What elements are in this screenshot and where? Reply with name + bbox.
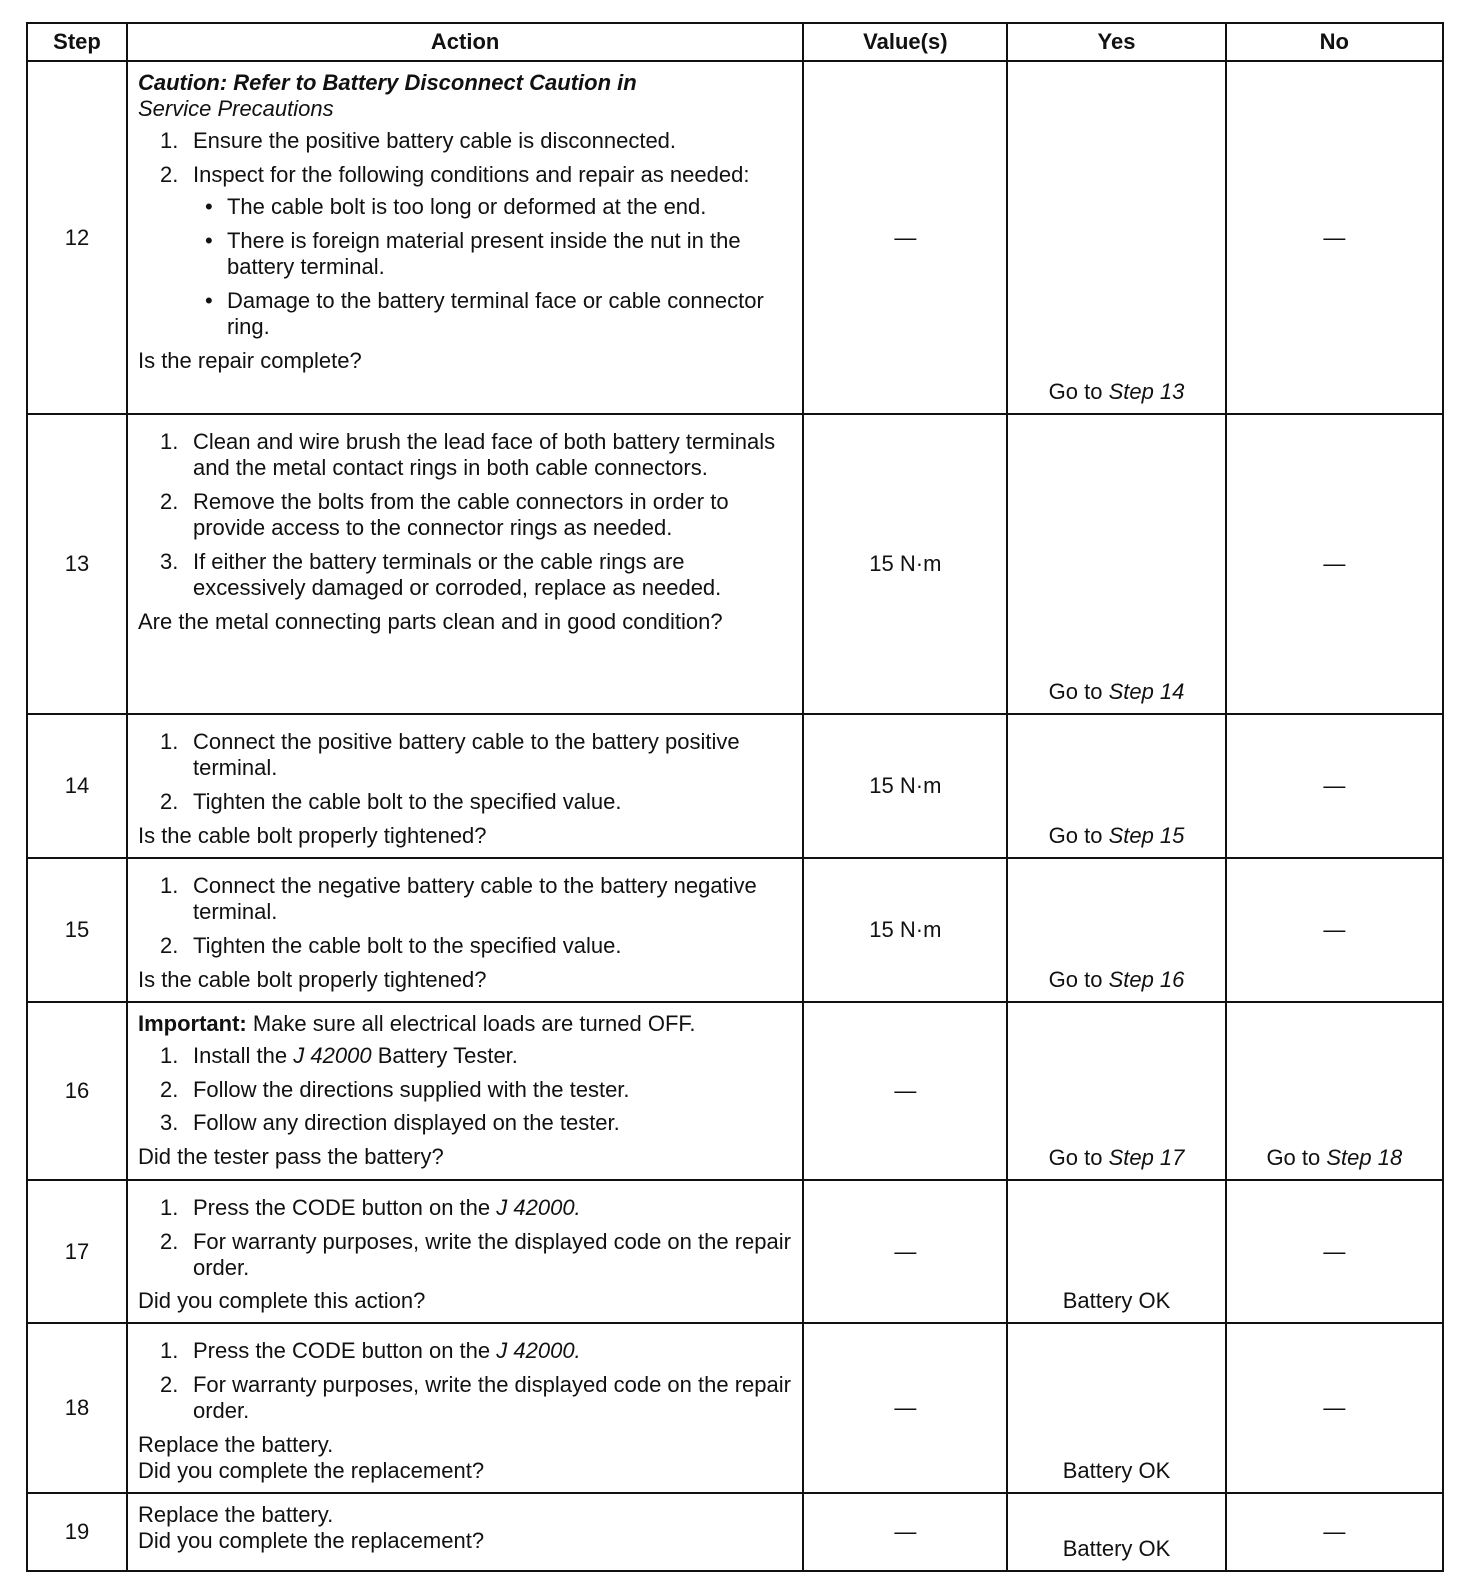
question-text: Are the metal connecting parts clean and in good condition? [137,608,723,634]
action-cell [127,714,803,858]
list-item: 2. Inspect for the following conditions and repair as needed: • The cable bolt is too long or deformed at the end. • There is foreign material present inside the nut in the battery terminal. • Damage to the battery terminal face or cable connector ring. [138,162,792,340]
no-cell: — [1226,714,1443,858]
list-item: 3. If either the battery terminals or the cable rings are excessively damaged or corroded, replace as needed. [159,548,722,600]
yes-cell: Go to Step 17 [1007,1002,1225,1180]
list-item: 2. Tighten the cable bolt to the specified value. [159,932,622,958]
yes-step-link[interactable]: Step 16 [1108,966,1185,992]
caution-link[interactable]: Service Precautions [137,95,334,121]
table-row [27,858,1443,1002]
value-cell: — [803,1323,1007,1493]
value-cell: — [803,1180,1007,1324]
no-cell: — [1226,414,1443,714]
question-text: Did you complete the replacement? [137,1528,485,1554]
tool-name: J 42000 [293,1042,372,1068]
yes-cell: Go to Step 14 [1007,414,1225,714]
question-text: Is the repair complete? [137,347,362,373]
list-item: 2. Remove the bolts from the cable connectors in order to provide access to the connector rings as needed. [159,488,729,540]
list-item: 2. For warranty purposes, write the displayed code on the repair order. [159,1372,791,1424]
header-step: Step [27,23,127,61]
step-number: 15 [27,858,127,1002]
caution-text: Caution: Refer to Battery Disconnect Caution in [137,70,637,95]
diagnostic-table [26,22,1444,1572]
no-cell: — [1226,61,1443,414]
header-row [27,23,1443,61]
list-item: 1. Press the CODE button on the J 42000. [159,1194,581,1220]
action-cell [127,858,803,1002]
no-cell: — [1226,1180,1443,1324]
step-number: 16 [27,1002,127,1180]
table-row [27,61,1443,414]
header-yes: Yes [1007,23,1225,61]
yes-cell: Go to Step 16 [1007,858,1225,1002]
header-values: Value(s) [803,23,1007,61]
question-text: Did you complete this action? [137,1288,426,1314]
step-number: 18 [27,1323,127,1493]
list-item: 1. Connect the negative battery cable to the battery negative terminal. [159,872,757,924]
instruction-text: Replace the battery. [137,1432,334,1458]
yes-step-link[interactable]: Step 17 [1108,1144,1185,1170]
list-item: 1. Install the J 42000 Battery Tester. [159,1042,518,1068]
bullet-item: • The cable bolt is too long or deformed at the end. [193,194,792,220]
important-note: Important: Make sure all electrical loads are turned OFF. [137,1010,696,1036]
action-cell [127,414,803,714]
step-number: 19 [27,1493,127,1571]
list-item: 2. Follow the directions supplied with the tester. [159,1076,630,1102]
list-item: 1. Clean and wire brush the lead face of both battery terminals and the metal contact rings in both cable connectors. [159,429,776,480]
no-cell: — [1226,1323,1443,1493]
action-cell [127,1180,803,1324]
action-cell [127,61,803,414]
bullet-item: • Damage to the battery terminal face or cable connector ring. [193,288,792,340]
step-number: 13 [27,414,127,714]
table-row [27,1180,1443,1324]
yes-cell: Battery OK [1007,1180,1225,1324]
question-text: Is the cable bolt properly tightened? [137,966,487,992]
list-item: 1. Connect the positive battery cable to the battery positive terminal. [159,729,740,780]
value-cell: 15 N·m [803,414,1007,714]
bullet-item: • There is foreign material present inside the nut in the battery terminal. [193,228,792,280]
list-item: 3. Follow any direction displayed on the tester. [159,1110,620,1136]
step-number: 12 [27,61,127,414]
value-cell: — [803,1002,1007,1180]
list-item: 1. Press the CODE button on the J 42000. [159,1338,581,1364]
no-cell: — [1226,858,1443,1002]
action-cell [127,1323,803,1493]
list-item: 1. Ensure the positive battery cable is disconnected. [159,127,677,153]
step-number: 17 [27,1180,127,1324]
list-item: 2. Tighten the cable bolt to the specified value. [159,788,622,814]
tool-name: J 42000. [496,1338,581,1364]
no-cell: — [1226,1493,1443,1571]
yes-step-link[interactable]: Step 15 [1108,822,1185,848]
value-cell: — [803,1493,1007,1571]
question-text: Did the tester pass the battery? [137,1144,444,1170]
question-text: Did you complete the replacement? [137,1458,485,1484]
yes-step-link[interactable]: Step 14 [1108,679,1185,705]
table-row [27,1002,1443,1180]
yes-cell: Battery OK [1007,1493,1225,1571]
table-row [27,714,1443,858]
no-cell: Go to Step 18 [1226,1002,1443,1180]
header-no: No [1226,23,1443,61]
yes-cell: Battery OK [1007,1323,1225,1493]
action-cell [127,1493,803,1571]
header-action: Action [127,23,803,61]
question-text: Is the cable bolt properly tightened? [137,822,487,848]
action-cell [127,1002,803,1180]
instruction-text: Replace the battery. [137,1502,334,1528]
no-step-link[interactable]: Step 18 [1326,1144,1403,1170]
yes-cell: Go to Step 13 [1007,61,1225,414]
list-item: 2. For warranty purposes, write the displayed code on the repair order. [159,1228,791,1280]
value-cell: — [803,61,1007,414]
value-cell: 15 N·m [803,858,1007,1002]
tool-name: J 42000. [496,1194,581,1220]
step-number: 14 [27,714,127,858]
table-row [27,1323,1443,1493]
yes-cell: Go to Step 15 [1007,714,1225,858]
value-cell: 15 N·m [803,714,1007,858]
table-row [27,414,1443,714]
yes-step-link[interactable]: Step 13 [1108,379,1185,405]
table-row [27,1493,1443,1571]
